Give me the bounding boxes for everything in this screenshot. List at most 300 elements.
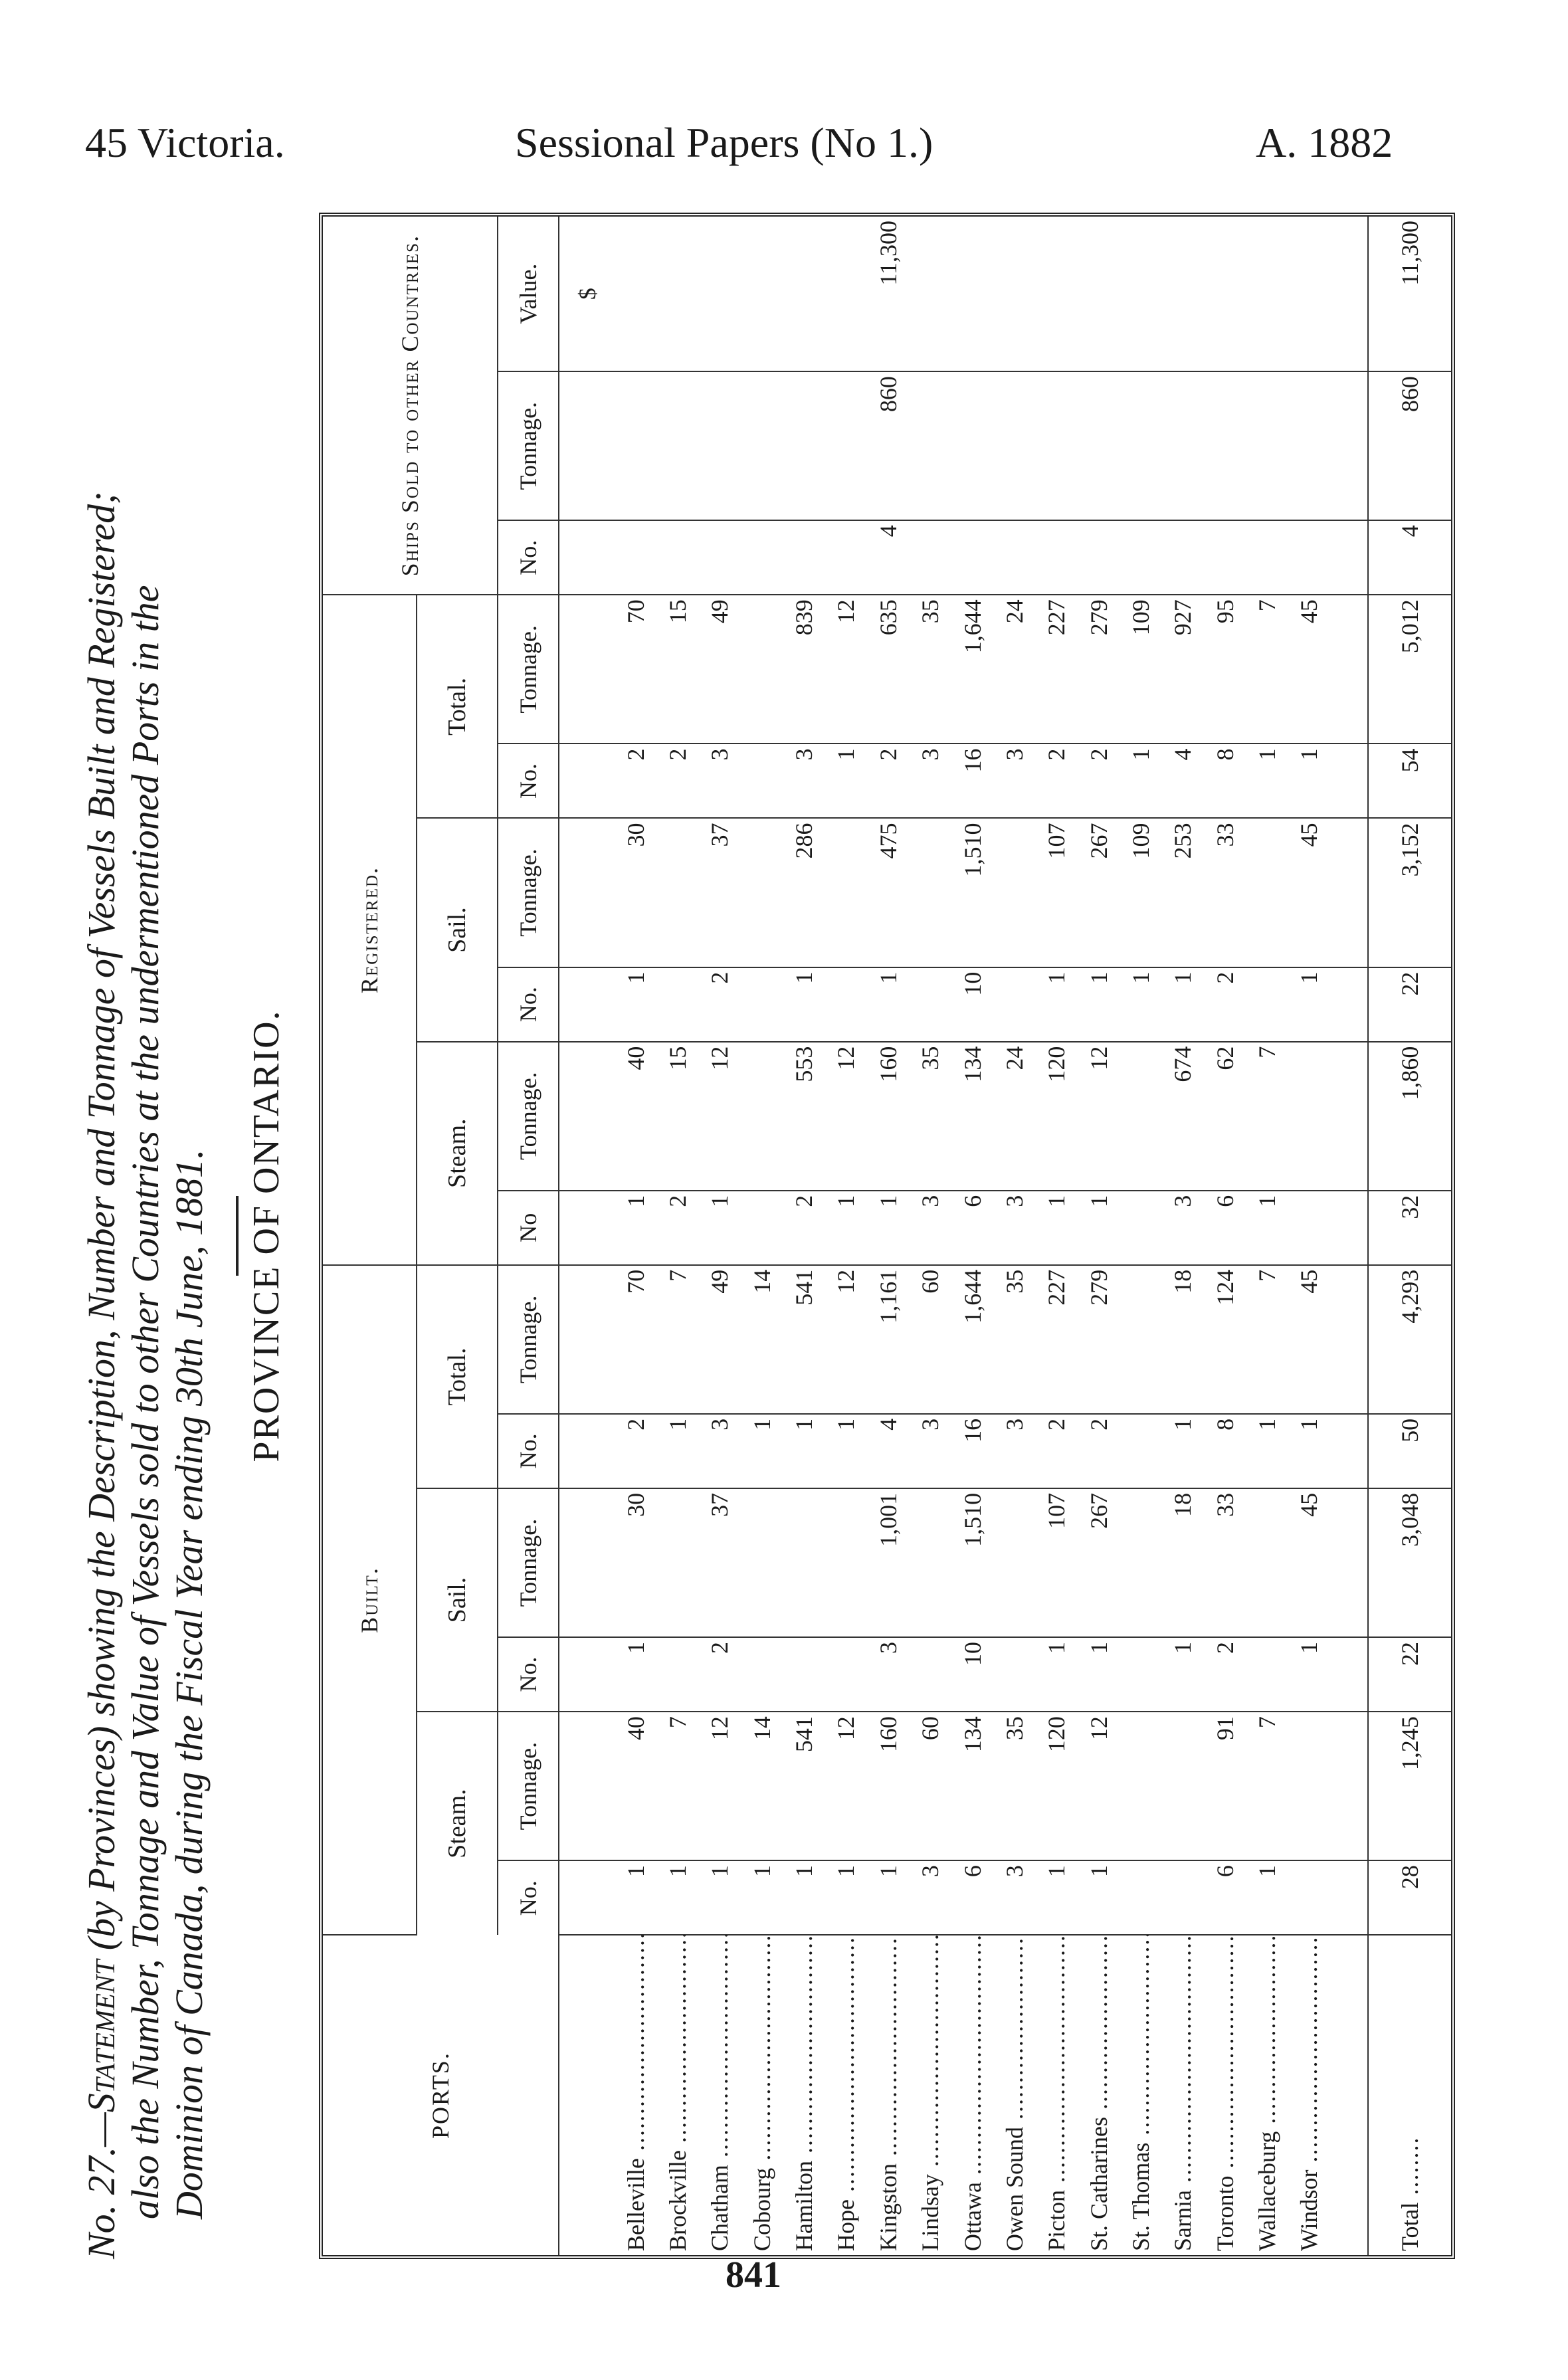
cell-r-st-t — [1120, 1042, 1161, 1191]
cell-r-st-no — [741, 1191, 783, 1265]
cell-b-sa-no: 2 — [1204, 1637, 1246, 1712]
cell-s-no — [1036, 520, 1078, 595]
cell-r-sa-t — [656, 818, 698, 967]
cell-s-no — [1120, 520, 1161, 595]
title-line-3: Dominion of Canada, during the Fiscal Year ending 30th June, 1881. — [167, 1149, 211, 2219]
cell-r-sa-no — [910, 967, 951, 1042]
registered-sail-header: Sail. — [417, 818, 498, 1041]
built-steam-header: Steam. — [417, 1712, 498, 1935]
cell-r-st-no: 6 — [1204, 1191, 1246, 1265]
cell-s-t: 860 — [867, 371, 909, 520]
cell-b-st-t: 14 — [741, 1712, 783, 1860]
cell-s-t — [783, 371, 825, 520]
cell-s-t — [1204, 371, 1246, 520]
cell-s-t — [910, 371, 951, 520]
port-name: Chatham ..... — [699, 1935, 741, 2255]
cell-b-to-no: 1 — [1162, 1414, 1204, 1488]
cell-r-st-no: 3 — [993, 1191, 1035, 1265]
cell-b-to-t: 70 — [615, 1265, 656, 1414]
cell-r-to-no: 2 — [615, 744, 656, 818]
cell-r-sa-no: 2 — [1204, 967, 1246, 1042]
cell-b-to-t: 18 — [1162, 1265, 1204, 1414]
cell-b-to-t: 14 — [741, 1265, 783, 1414]
cell-b-sa-t: 37 — [699, 1488, 741, 1637]
cell-b-sa-no — [993, 1637, 1035, 1712]
cell-r-sa-no — [1246, 967, 1288, 1042]
cell-r-st-t: 35 — [910, 1042, 951, 1191]
cell-b-st-no: 1 — [656, 1860, 698, 1935]
cell-s-v — [783, 217, 825, 371]
cell-r-st-t: 160 — [867, 1042, 909, 1191]
cell-b-to-no: 50 — [1368, 1414, 1451, 1488]
cell-r-to-t: 927 — [1162, 595, 1204, 744]
cell-s-v — [741, 217, 783, 371]
cell-r-st-t: 553 — [783, 1042, 825, 1191]
cell-s-no — [741, 520, 783, 595]
cell-s-t — [741, 371, 783, 520]
cell-b-sa-t — [993, 1488, 1035, 1637]
cell-b-sa-t: 1,510 — [951, 1488, 993, 1637]
cell-r-to-no: 1 — [825, 744, 867, 818]
no-header: No. — [498, 967, 559, 1042]
cell-b-sa-no: 1 — [1288, 1637, 1330, 1712]
cell-r-to-no: 8 — [1204, 744, 1246, 818]
registered-steam-header: Steam. — [417, 1042, 498, 1265]
cell-b-sa-no — [1246, 1637, 1288, 1712]
cell-r-to-t: 1,644 — [951, 595, 993, 744]
cell-s-t — [699, 371, 741, 520]
cell-r-sa-no: 1 — [867, 967, 909, 1042]
cell-b-to-no: 1 — [741, 1414, 783, 1488]
vessels-table-frame — [319, 213, 1455, 2259]
cell-r-to-no: 54 — [1368, 744, 1451, 818]
cell-b-to-t: 4,293 — [1368, 1265, 1451, 1414]
cell-b-sa-t: 107 — [1036, 1488, 1078, 1637]
cell-r-sa-t: 33 — [1204, 818, 1246, 967]
cell-b-sa-t: 3,048 — [1368, 1488, 1451, 1637]
table-row — [1162, 217, 1204, 2255]
province-rule — [236, 1196, 239, 1276]
table-row — [783, 217, 825, 2255]
cell-r-sa-t: 1,510 — [951, 818, 993, 967]
value-header: Value. — [498, 217, 559, 371]
cell-b-to-t: 279 — [1078, 1265, 1120, 1414]
cell-r-sa-t: 109 — [1120, 818, 1161, 967]
table-row — [910, 217, 951, 2255]
cell-r-to-t: 95 — [1204, 595, 1246, 744]
cell-b-to-no: 2 — [1036, 1414, 1078, 1488]
table-row — [741, 217, 783, 2255]
cell-s-v — [699, 217, 741, 371]
cell-b-to-no: 3 — [993, 1414, 1035, 1488]
cell-r-st-no: 1 — [825, 1191, 867, 1265]
cell-r-to-no: 4 — [1162, 744, 1204, 818]
province-title: PROVINCE OF ONTARIO. — [246, 1009, 287, 1462]
table-row — [615, 217, 656, 2255]
cell-r-st-t: 12 — [1078, 1042, 1120, 1191]
no-header: No. — [498, 1637, 559, 1712]
cell-r-st-no: 1 — [1078, 1191, 1120, 1265]
cell-r-st-no: 3 — [910, 1191, 951, 1265]
cell-r-sa-t — [741, 818, 783, 967]
cell-b-to-no: 2 — [615, 1414, 656, 1488]
cell-r-st-no: 1 — [1246, 1191, 1288, 1265]
cell-r-to-t: 12 — [825, 595, 867, 744]
cell-b-sa-no: 1 — [1078, 1637, 1120, 1712]
cell-b-st-t: 160 — [867, 1712, 909, 1860]
currency-symbol: $ — [559, 217, 615, 371]
cell-b-sa-t: 33 — [1204, 1488, 1246, 1637]
cell-r-sa-t: 37 — [699, 818, 741, 967]
title-line-1-rest: (by Provinces) showing the Description, Number and Tonnage of Vessels Built and Registered; — [80, 491, 123, 1960]
cell-b-st-no: 1 — [783, 1860, 825, 1935]
cell-r-st-t: 120 — [1036, 1042, 1078, 1191]
cell-b-sa-no — [656, 1637, 698, 1712]
cell-r-st-no: 1 — [699, 1191, 741, 1265]
cell-s-no — [1246, 520, 1288, 595]
total-row — [1368, 217, 1451, 2255]
cell-r-to-no: 3 — [783, 744, 825, 818]
cell-s-no — [1204, 520, 1246, 595]
cell-r-to-t: 35 — [910, 595, 951, 744]
header-session: 45 Victoria. — [85, 119, 285, 166]
cell-r-to-no: 1 — [1288, 744, 1330, 818]
table-row — [656, 217, 698, 2255]
cell-b-to-t: 1,644 — [951, 1265, 993, 1414]
cell-s-t — [615, 371, 656, 520]
cell-s-v — [993, 217, 1035, 371]
cell-b-to-no: 1 — [783, 1414, 825, 1488]
table-row — [1120, 217, 1161, 2255]
cell-r-sa-no — [993, 967, 1035, 1042]
cell-b-st-no: 6 — [951, 1860, 993, 1935]
cell-b-st-t — [1120, 1712, 1161, 1860]
cell-b-sa-no — [741, 1637, 783, 1712]
cell-r-st-no: 1 — [1036, 1191, 1078, 1265]
title-line-2: also the Number, Tonnage and Value of Vessels sold to other Countries at the undermentioned Ports in the — [124, 585, 167, 2219]
table-row — [825, 217, 867, 2255]
cell-r-to-t: 227 — [1036, 595, 1078, 744]
cell-s-no — [656, 520, 698, 595]
port-name: Picton ..... — [1036, 1935, 1078, 2255]
cell-s-t — [1162, 371, 1204, 520]
cell-b-st-t: 35 — [993, 1712, 1035, 1860]
cell-s-t — [656, 371, 698, 520]
cell-r-st-t: 40 — [615, 1042, 656, 1191]
table-row — [1204, 217, 1246, 2255]
cell-b-sa-t — [1120, 1488, 1161, 1637]
cell-r-st-t: 674 — [1162, 1042, 1204, 1191]
cell-r-to-no: 3 — [699, 744, 741, 818]
cell-b-to-t — [1120, 1265, 1161, 1414]
vessels-table — [323, 217, 1451, 2255]
cell-b-to-t: 49 — [699, 1265, 741, 1414]
cell-s-no — [1078, 520, 1120, 595]
title-line-1 — [80, 213, 124, 2259]
cell-r-st-no: 32 — [1368, 1191, 1451, 1265]
cell-s-no — [699, 520, 741, 595]
cell-b-to-no — [1120, 1414, 1161, 1488]
cell-s-no: 4 — [867, 520, 909, 595]
cell-s-v — [1288, 217, 1330, 371]
cell-r-sa-no — [656, 967, 698, 1042]
cell-r-st-no — [1120, 1191, 1161, 1265]
cell-r-to-t: 635 — [867, 595, 909, 744]
port-name: Wallaceburg ..... — [1246, 1935, 1288, 2255]
built-sail-header: Sail. — [417, 1488, 498, 1712]
cell-r-to-t: 15 — [656, 595, 698, 744]
cell-r-st-t: 134 — [951, 1042, 993, 1191]
cell-s-v — [1036, 217, 1078, 371]
table-row — [1036, 217, 1078, 2255]
cell-r-st-t — [741, 1042, 783, 1191]
cell-b-st-t: 541 — [783, 1712, 825, 1860]
cell-b-st-no: 1 — [1036, 1860, 1078, 1935]
port-name: Belleville ..... — [615, 1935, 656, 2255]
port-name: Cobourg ..... — [741, 1935, 783, 2255]
cell-b-st-no — [1120, 1860, 1161, 1935]
cell-b-to-t: 1,161 — [867, 1265, 909, 1414]
cell-s-no — [910, 520, 951, 595]
cell-s-t — [1288, 371, 1330, 520]
registered-header: Registered. — [323, 595, 417, 1265]
tonnage-header: Tonnage. — [498, 818, 559, 967]
cell-r-sa-t: 267 — [1078, 818, 1120, 967]
cell-s-v — [1162, 217, 1204, 371]
cell-s-v — [1120, 217, 1161, 371]
cell-r-sa-no: 1 — [1078, 967, 1120, 1042]
cell-s-v — [910, 217, 951, 371]
tonnage-header: Tonnage. — [498, 1265, 559, 1414]
no-header: No — [498, 1191, 559, 1265]
cell-r-sa-no: 1 — [1036, 967, 1078, 1042]
cell-b-to-no: 1 — [656, 1414, 698, 1488]
cell-r-to-no — [741, 744, 783, 818]
table-row — [1246, 217, 1288, 2255]
ships-sold-header: Ships Sold to other Countries. — [323, 217, 498, 595]
cell-s-v — [1078, 217, 1120, 371]
cell-r-st-t: 12 — [825, 1042, 867, 1191]
cell-b-st-no: 1 — [615, 1860, 656, 1935]
cell-s-v: 11,300 — [1368, 217, 1451, 371]
cell-b-sa-no: 2 — [699, 1637, 741, 1712]
cell-b-to-no: 4 — [867, 1414, 909, 1488]
cell-b-st-t: 1,245 — [1368, 1712, 1451, 1860]
cell-r-to-t: 70 — [615, 595, 656, 744]
cell-b-st-no: 1 — [741, 1860, 783, 1935]
port-name: Owen Sound ..... — [993, 1935, 1035, 2255]
tonnage-header: Tonnage. — [498, 1042, 559, 1191]
table-row — [951, 217, 993, 2255]
port-name: Hamilton ..... — [783, 1935, 825, 2255]
cell-s-t — [1036, 371, 1078, 520]
province-heading — [236, 213, 309, 2259]
cell-b-to-no: 3 — [699, 1414, 741, 1488]
cell-r-st-t: 1,860 — [1368, 1042, 1451, 1191]
cell-r-to-t: 109 — [1120, 595, 1161, 744]
port-name: Kingston ..... — [867, 1935, 909, 2255]
cell-r-sa-no: 1 — [1162, 967, 1204, 1042]
cell-b-st-no: 1 — [1078, 1860, 1120, 1935]
cell-b-st-no: 6 — [1204, 1860, 1246, 1935]
cell-r-st-t: 12 — [699, 1042, 741, 1191]
cell-b-st-t: 120 — [1036, 1712, 1078, 1860]
cell-r-to-t: 49 — [699, 595, 741, 744]
cell-r-st-no: 3 — [1162, 1191, 1204, 1265]
port-name: Toronto ..... — [1204, 1935, 1246, 2255]
cell-r-sa-t: 3,152 — [1368, 818, 1451, 967]
cell-r-st-t: 24 — [993, 1042, 1035, 1191]
spacer-row — [1330, 217, 1367, 2255]
cell-b-st-t: 91 — [1204, 1712, 1246, 1860]
cell-b-st-t: 7 — [1246, 1712, 1288, 1860]
cell-r-to-t: 45 — [1288, 595, 1330, 744]
cell-r-st-no — [1288, 1191, 1330, 1265]
cell-r-to-no: 1 — [1120, 744, 1161, 818]
port-name: Total ..... — [1368, 1935, 1451, 2255]
cell-s-v — [1246, 217, 1288, 371]
cell-r-st-no: 2 — [656, 1191, 698, 1265]
table-row — [699, 217, 741, 2255]
cell-b-st-no: 1 — [699, 1860, 741, 1935]
cell-r-to-no: 1 — [1246, 744, 1288, 818]
table-row — [1288, 217, 1330, 2255]
cell-r-sa-t — [993, 818, 1035, 967]
cell-r-to-no: 2 — [867, 744, 909, 818]
cell-r-sa-no: 1 — [1120, 967, 1161, 1042]
cell-r-st-no: 1 — [867, 1191, 909, 1265]
cell-r-to-no: 2 — [1036, 744, 1078, 818]
header-sessional-papers: Sessional Papers (No 1.) — [515, 119, 933, 166]
cell-r-st-t: 62 — [1204, 1042, 1246, 1191]
cell-b-st-no: 3 — [993, 1860, 1035, 1935]
cell-b-to-no: 2 — [1078, 1414, 1120, 1488]
port-name: St. Thomas ..... — [1120, 1935, 1161, 2255]
cell-s-no — [993, 520, 1035, 595]
cell-s-v — [951, 217, 993, 371]
cell-b-to-t: 124 — [1204, 1265, 1246, 1414]
cell-b-sa-no — [783, 1637, 825, 1712]
cell-b-sa-no: 1 — [1036, 1637, 1078, 1712]
cell-b-to-t: 35 — [993, 1265, 1035, 1414]
tonnage-header: Tonnage. — [498, 595, 559, 744]
no-header: No. — [498, 520, 559, 595]
cell-b-st-t: 40 — [615, 1712, 656, 1860]
no-header: No. — [498, 1860, 559, 1935]
cell-r-to-t — [741, 595, 783, 744]
table-row — [867, 217, 909, 2255]
cell-b-sa-no: 1 — [1162, 1637, 1204, 1712]
cell-b-st-t: 12 — [825, 1712, 867, 1860]
cell-b-sa-t — [783, 1488, 825, 1637]
cell-b-to-no: 3 — [910, 1414, 951, 1488]
cell-r-to-t: 839 — [783, 595, 825, 744]
port-name: Brockville ..... — [656, 1935, 698, 2255]
cell-b-sa-t — [910, 1488, 951, 1637]
tonnage-header: Tonnage. — [498, 1488, 559, 1637]
cell-r-sa-no: 1 — [1288, 967, 1330, 1042]
cell-s-no — [825, 520, 867, 595]
cell-b-sa-t: 1,001 — [867, 1488, 909, 1637]
rotated-page-content — [80, 213, 1455, 2259]
no-header: No. — [498, 744, 559, 818]
table-row — [1078, 217, 1120, 2255]
cell-r-to-no: 2 — [1078, 744, 1120, 818]
cell-s-v — [656, 217, 698, 371]
cell-r-sa-no: 22 — [1368, 967, 1451, 1042]
cell-r-st-t: 7 — [1246, 1042, 1288, 1191]
cell-s-no — [783, 520, 825, 595]
cell-b-sa-no — [825, 1637, 867, 1712]
port-name: St. Catharines ..... — [1078, 1935, 1120, 2255]
cell-r-to-no: 3 — [993, 744, 1035, 818]
cell-r-sa-no: 1 — [783, 967, 825, 1042]
cell-s-no — [1288, 520, 1330, 595]
cell-r-sa-t — [910, 818, 951, 967]
built-header: Built. — [323, 1265, 417, 1935]
cell-r-sa-no: 2 — [699, 967, 741, 1042]
title-prefix: No. 27.— — [80, 2112, 123, 2259]
cell-b-to-t: 7 — [1246, 1265, 1288, 1414]
cell-r-st-t: 15 — [656, 1042, 698, 1191]
statement-title — [80, 213, 233, 2259]
cell-b-sa-no — [910, 1637, 951, 1712]
cell-b-to-t: 45 — [1288, 1265, 1330, 1414]
cell-s-no — [1162, 520, 1204, 595]
cell-s-t — [825, 371, 867, 520]
cell-s-no — [615, 520, 656, 595]
port-name: Ottawa ..... — [951, 1935, 993, 2255]
cell-b-st-no: 1 — [825, 1860, 867, 1935]
cell-b-sa-t: 18 — [1162, 1488, 1204, 1637]
cell-s-v — [825, 217, 867, 371]
cell-r-st-no: 2 — [783, 1191, 825, 1265]
cell-b-to-no: 16 — [951, 1414, 993, 1488]
cell-r-sa-t — [825, 818, 867, 967]
cell-b-sa-t — [825, 1488, 867, 1637]
cell-r-sa-t: 286 — [783, 818, 825, 967]
cell-b-sa-t: 267 — [1078, 1488, 1120, 1637]
cell-r-st-no: 6 — [951, 1191, 993, 1265]
cell-r-to-no: 3 — [910, 744, 951, 818]
cell-r-st-t — [1288, 1042, 1330, 1191]
cell-r-to-t: 279 — [1078, 595, 1120, 744]
cell-b-sa-no: 1 — [615, 1637, 656, 1712]
port-name: Hope ..... — [825, 1935, 867, 2255]
cell-r-sa-no — [825, 967, 867, 1042]
cell-r-to-t: 7 — [1246, 595, 1288, 744]
tonnage-header: Tonnage. — [498, 371, 559, 520]
cell-b-sa-no: 10 — [951, 1637, 993, 1712]
port-name: Windsor ..... — [1288, 1935, 1330, 2255]
cell-b-sa-no — [1120, 1637, 1161, 1712]
cell-r-sa-t: 30 — [615, 818, 656, 967]
cell-r-sa-t — [1246, 818, 1288, 967]
cell-b-st-t: 12 — [699, 1712, 741, 1860]
cell-b-to-no: 1 — [1246, 1414, 1288, 1488]
cell-s-t — [951, 371, 993, 520]
cell-r-to-t: 5,012 — [1368, 595, 1451, 744]
cell-r-sa-no: 10 — [951, 967, 993, 1042]
cell-s-t — [1246, 371, 1288, 520]
cell-b-to-no: 1 — [1288, 1414, 1330, 1488]
cell-b-to-t: 7 — [656, 1265, 698, 1414]
cell-b-st-no: 28 — [1368, 1860, 1451, 1935]
page-number: 841 — [726, 2254, 781, 2296]
cell-b-st-t — [1162, 1712, 1204, 1860]
cell-b-st-t: 7 — [656, 1712, 698, 1860]
cell-b-to-t: 541 — [783, 1265, 825, 1414]
